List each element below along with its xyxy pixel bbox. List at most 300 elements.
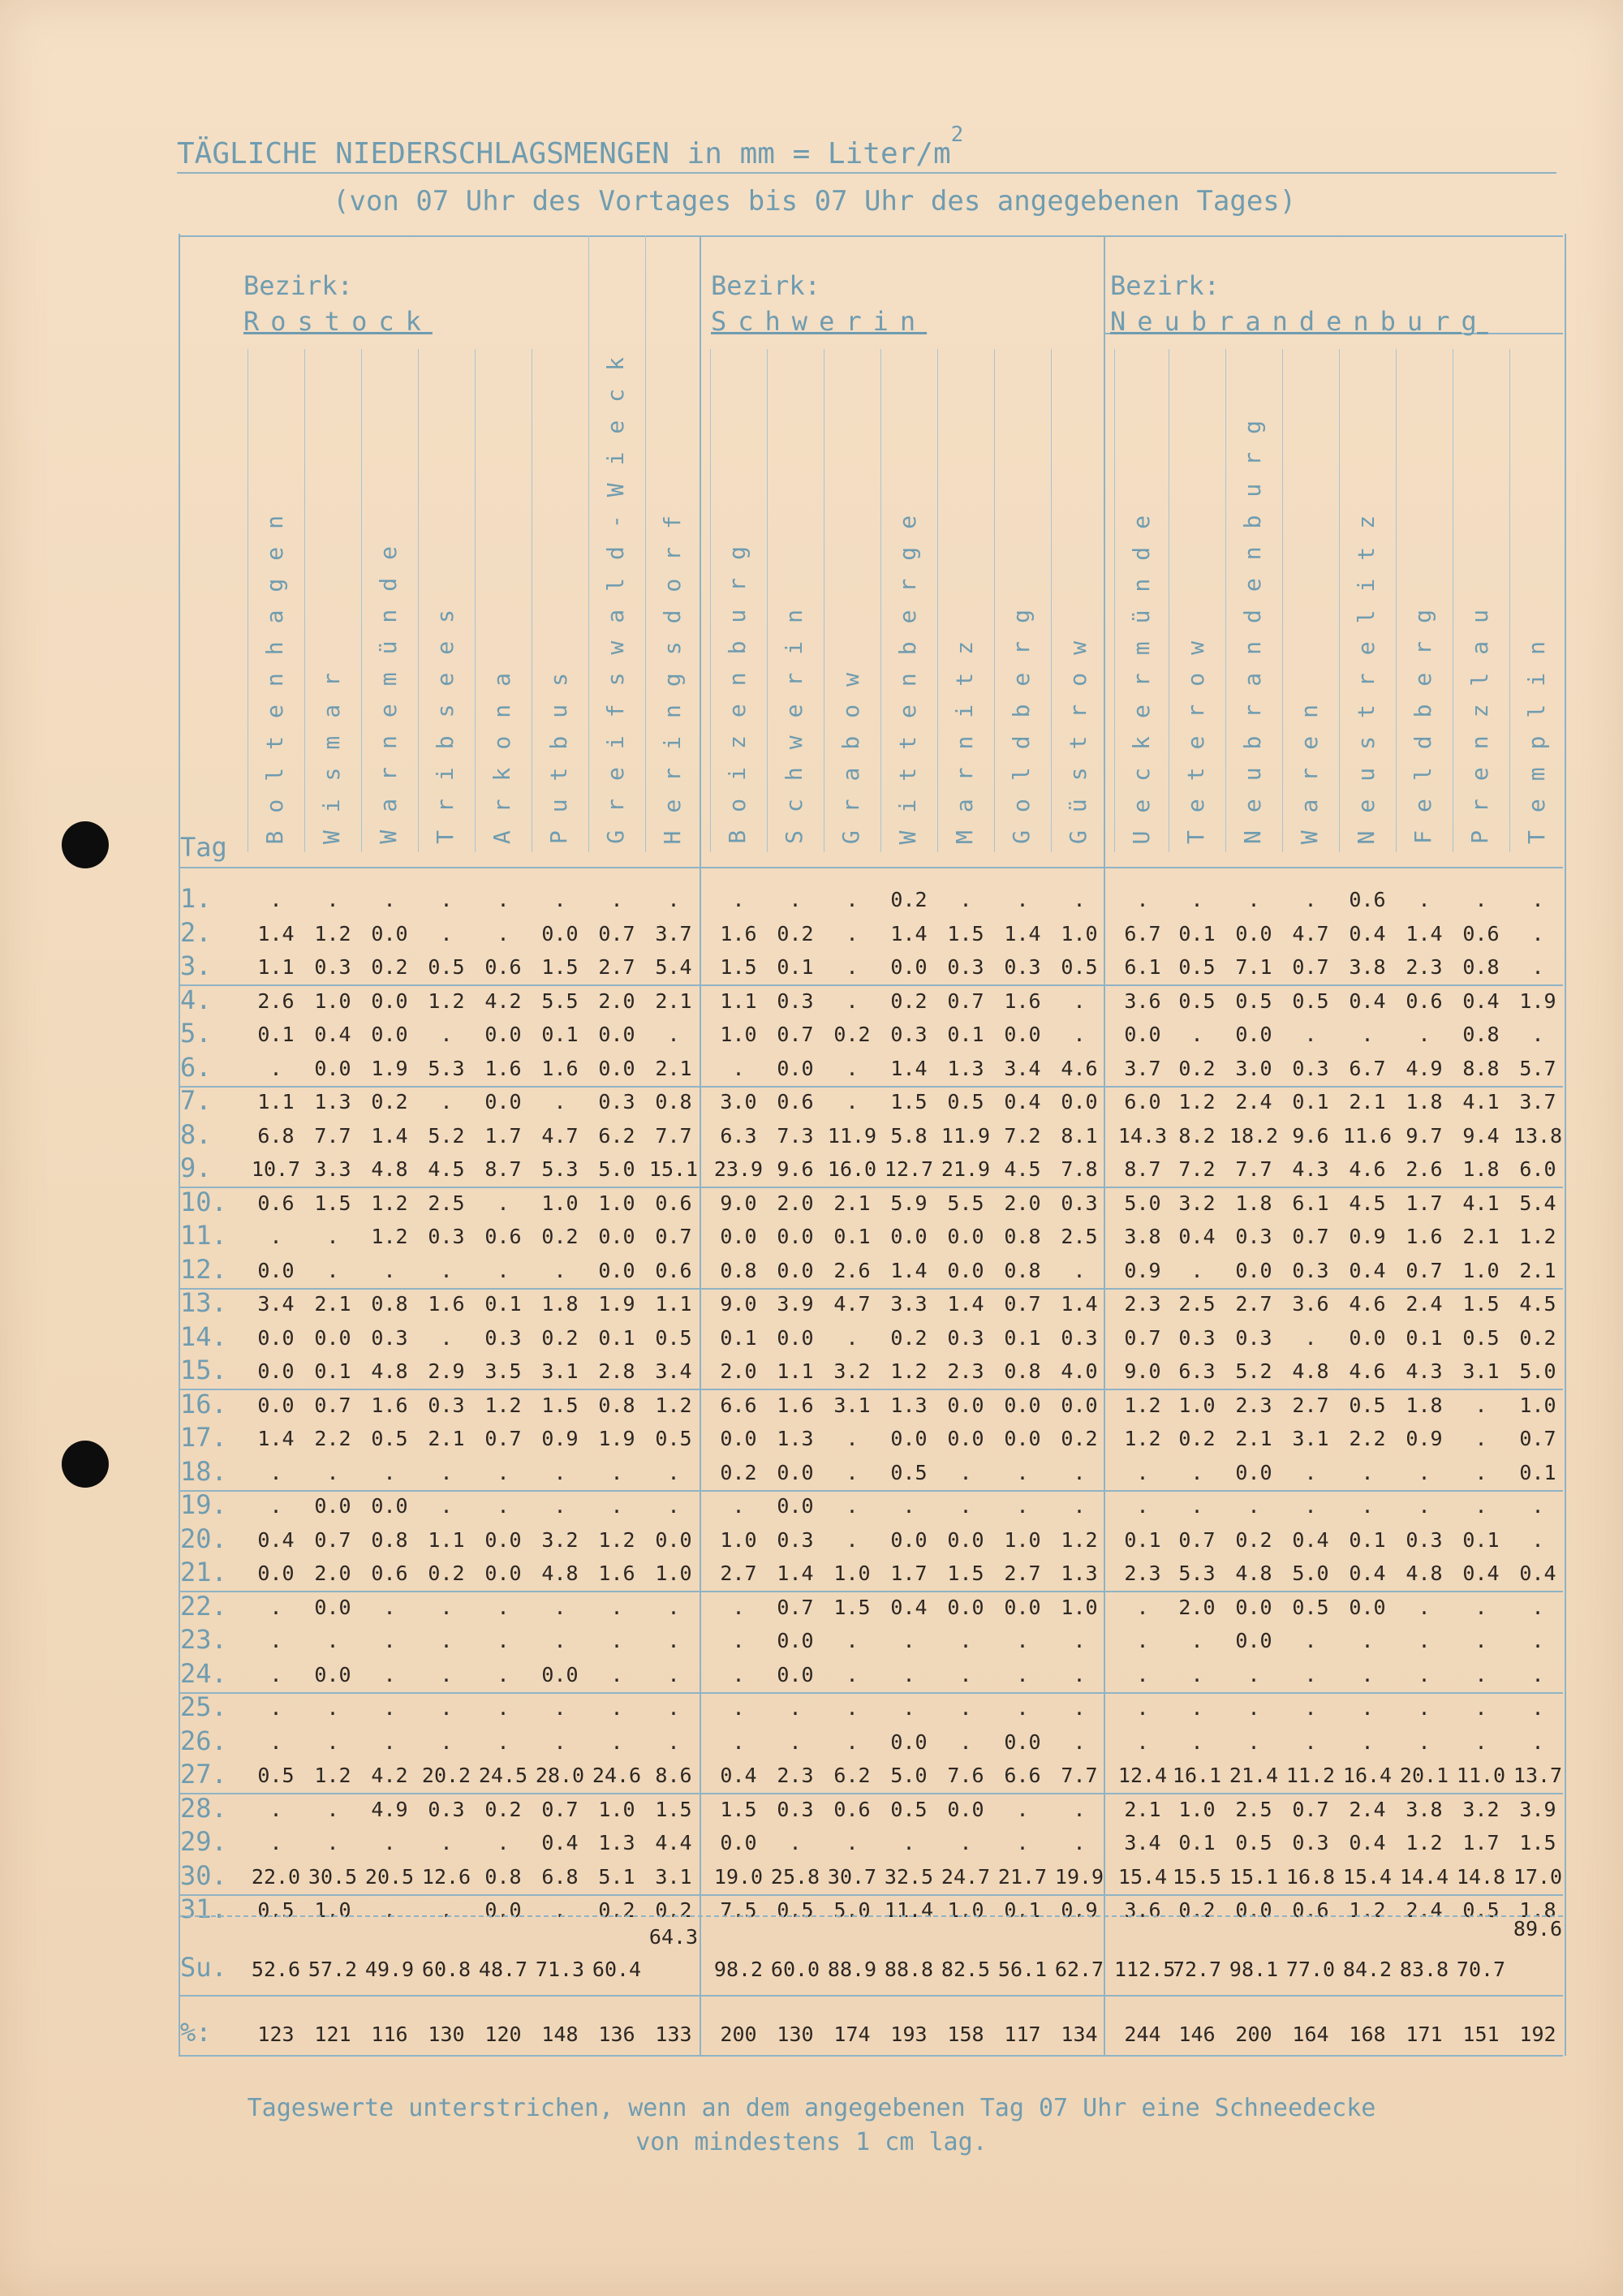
data-cell: .	[1016, 1797, 1029, 1821]
data-cell: 16.0	[827, 1157, 877, 1181]
percent-cell: 244	[1124, 2022, 1161, 2046]
data-cell: .	[846, 1730, 859, 1754]
data-cell: 8.1	[1061, 1123, 1098, 1148]
data-cell: 0.4	[1519, 1562, 1556, 1585]
station-heringsdorf: Heringsdorf	[659, 497, 686, 844]
data-cell: 2.4	[1406, 1292, 1443, 1316]
data-cell: .	[610, 1460, 623, 1484]
data-cell: 0.1	[720, 1325, 757, 1350]
data-cell: 1.1	[655, 1292, 692, 1316]
data-cell: 0.0	[777, 1629, 814, 1652]
station-grabow: Grabow	[837, 654, 864, 844]
data-cell: 0.6	[777, 1090, 814, 1114]
data-cell: 0.5	[890, 1797, 928, 1821]
data-cell: 21.4	[1229, 1764, 1279, 1787]
data-cell: 0.4	[1349, 1562, 1386, 1585]
data-cell: 6.3	[1178, 1359, 1216, 1383]
data-cell: 0.1	[1349, 1527, 1386, 1552]
data-cell: 0.4	[1292, 1527, 1329, 1552]
data-cell: 0.0	[484, 1898, 522, 1922]
data-cell: .	[269, 1662, 282, 1686]
data-cell: 2.1	[1124, 1797, 1161, 1821]
data-cell: .	[732, 1595, 745, 1619]
data-cell: .	[269, 1494, 282, 1518]
table-bottom-line	[179, 2055, 1563, 2057]
column-divider	[475, 349, 476, 852]
data-cell: 7.3	[777, 1123, 814, 1148]
data-cell: 8.7	[484, 1157, 522, 1181]
data-cell: .	[1531, 1023, 1544, 1046]
data-cell: .	[269, 1460, 282, 1484]
data-cell: 16.8	[1285, 1864, 1336, 1889]
data-cell: .	[497, 888, 510, 911]
data-cell: 1.0	[598, 1797, 635, 1821]
data-cell: 0.8	[1004, 1225, 1041, 1248]
sum-cell: 60.4	[592, 1958, 642, 1981]
data-cell: .	[1531, 921, 1544, 946]
data-cell: 0.0	[947, 1258, 984, 1282]
data-cell: .	[1016, 1696, 1029, 1720]
data-cell: 4.6	[1349, 1359, 1386, 1383]
data-cell: .	[497, 1191, 510, 1215]
data-cell: 0.0	[1124, 1023, 1161, 1046]
data-cell: .	[1073, 989, 1086, 1013]
data-cell: 3.8	[1124, 1225, 1161, 1248]
data-cell: 0.5	[1235, 1831, 1272, 1854]
data-cell: 5.3	[428, 1056, 465, 1080]
percent-cell: 130	[428, 2022, 465, 2046]
district-header-neubrandenburg	[1110, 268, 1488, 339]
data-cell: 1.2	[484, 1393, 522, 1417]
data-cell: .	[1531, 1730, 1544, 1754]
data-cell: .	[440, 1831, 453, 1854]
data-cell: 0.7	[1519, 1427, 1556, 1450]
data-cell: 14.4	[1399, 1864, 1449, 1889]
data-cell: 0.2	[541, 1325, 579, 1350]
column-divider	[767, 349, 768, 852]
data-cell: 0.1	[777, 955, 814, 979]
data-cell: .	[383, 1730, 396, 1754]
data-cell: 0.0	[890, 1225, 928, 1248]
data-cell: 0.0	[484, 1090, 522, 1114]
data-cell: 3.1	[1292, 1427, 1329, 1450]
data-cell: .	[902, 1629, 915, 1652]
data-cell: 1.0	[598, 1191, 635, 1215]
data-cell: 0.8	[720, 1258, 757, 1282]
data-cell: 0.2	[484, 1797, 522, 1821]
data-cell: 5.4	[655, 955, 692, 979]
data-cell: 15.4	[1117, 1864, 1168, 1889]
data-cell: 0.0	[947, 1797, 984, 1821]
data-cell: 0.3	[777, 989, 814, 1013]
data-cell: 0.1	[1124, 1527, 1161, 1552]
data-cell: 0.3	[947, 1325, 984, 1350]
day-number: 13.	[180, 1287, 227, 1318]
data-cell: .	[1304, 1662, 1317, 1686]
data-cell: 0.0	[890, 1527, 928, 1552]
data-cell: 1.8	[1519, 1898, 1556, 1922]
data-cell: 0.1	[1178, 921, 1216, 946]
district-label: Bezirk:	[243, 270, 353, 301]
data-cell: 0.1	[314, 1359, 351, 1383]
data-cell: 1.4	[1004, 921, 1041, 946]
district-label: Bezirk:	[1110, 270, 1220, 301]
data-cell: 0.3	[1406, 1527, 1443, 1552]
data-cell: 0.3	[1292, 1056, 1329, 1080]
data-cell: 0.1	[833, 1225, 871, 1248]
data-cell: 1.5	[655, 1797, 692, 1821]
data-cell: 0.3	[428, 1797, 465, 1821]
data-cell: 0.3	[1061, 1325, 1098, 1350]
data-cell: 0.1	[1292, 1090, 1329, 1114]
percent-cell: 200	[1235, 2022, 1272, 2046]
data-cell: 3.7	[1519, 1090, 1556, 1114]
data-cell: .	[1474, 888, 1487, 911]
data-cell: .	[667, 1696, 680, 1720]
data-cell: 0.0	[720, 1831, 757, 1854]
data-cell: 6.1	[1292, 1191, 1329, 1215]
data-cell: 4.8	[371, 1359, 408, 1383]
data-cell: 3.2	[541, 1527, 579, 1552]
data-cell: 0.1	[1406, 1325, 1443, 1350]
data-cell: 0.0	[655, 1527, 692, 1552]
data-cell: .	[789, 1831, 802, 1854]
data-cell: 0.3	[1061, 1191, 1098, 1215]
data-cell: 0.5	[947, 1090, 984, 1114]
data-cell: 1.3	[598, 1831, 635, 1854]
data-cell: .	[553, 1629, 566, 1652]
data-cell: .	[846, 1629, 859, 1652]
data-cell: .	[1073, 1258, 1086, 1282]
data-cell: .	[497, 1696, 510, 1720]
data-cell: .	[610, 1595, 623, 1619]
data-cell: 0.0	[314, 1662, 351, 1686]
data-cell: 1.0	[655, 1562, 692, 1585]
data-cell: 1.2	[1178, 1090, 1216, 1114]
data-cell: 0.0	[777, 1460, 814, 1484]
percent-label: %:	[180, 2017, 212, 2048]
data-cell: 9.0	[1124, 1359, 1161, 1383]
data-cell: 1.6	[428, 1292, 465, 1316]
data-cell: 1.7	[890, 1562, 928, 1585]
data-cell: 7.7	[1061, 1764, 1098, 1787]
sum-cell: 49.9	[364, 1958, 415, 1981]
station-g-strow: Güstrow	[1065, 622, 1091, 844]
data-cell: 0.8	[1462, 1023, 1500, 1046]
data-cell: .	[1136, 1629, 1149, 1652]
data-cell: 1.6	[541, 1056, 579, 1080]
sum-label: Su.	[180, 1952, 227, 1983]
data-cell: 0.1	[1462, 1527, 1500, 1552]
data-cell: 6.0	[1519, 1157, 1556, 1181]
data-cell: 0.6	[833, 1797, 871, 1821]
data-cell: 0.8	[1004, 1258, 1041, 1282]
station-tribsees: Tribsees	[432, 592, 458, 844]
data-cell: .	[383, 1460, 396, 1484]
data-cell: 0.2	[428, 1562, 465, 1585]
row-group-line	[179, 1288, 1563, 1290]
data-cell: 3.4	[1124, 1831, 1161, 1854]
data-cell: 1.8	[541, 1292, 579, 1316]
data-cell: 0.5	[1235, 989, 1272, 1013]
data-cell: 9.0	[720, 1191, 757, 1215]
day-number: 21.	[180, 1557, 227, 1587]
data-cell: .	[1073, 1797, 1086, 1821]
data-cell: 0.2	[1178, 1427, 1216, 1450]
data-cell: .	[959, 1696, 972, 1720]
data-cell: 0.0	[1235, 1023, 1272, 1046]
data-cell: 3.1	[833, 1393, 871, 1417]
data-cell: 19.0	[713, 1864, 764, 1889]
data-cell: .	[1016, 888, 1029, 911]
data-cell: 1.5	[720, 1797, 757, 1821]
data-cell: 3.6	[1124, 989, 1161, 1013]
data-cell: 0.2	[598, 1898, 635, 1922]
data-cell: 0.4	[1349, 989, 1386, 1013]
data-cell: 0.2	[1061, 1427, 1098, 1450]
data-cell: 0.3	[777, 1797, 814, 1821]
data-cell: 1.2	[314, 921, 351, 946]
data-cell: 0.0	[1004, 1427, 1041, 1450]
data-cell: 0.3	[1004, 955, 1041, 979]
data-cell: 0.5	[1462, 1325, 1500, 1350]
data-cell: .	[1073, 1696, 1086, 1720]
day-number: 19.	[180, 1489, 227, 1520]
data-cell: 1.4	[371, 1123, 408, 1148]
row-group-line	[179, 1086, 1563, 1088]
data-cell: .	[1474, 1460, 1487, 1484]
data-cell: 0.1	[947, 1023, 984, 1046]
data-cell: .	[1190, 1629, 1203, 1652]
data-cell: 2.3	[1406, 955, 1443, 979]
station-schwerin: Schwerin	[781, 592, 807, 844]
station-ueckerm-nde: Ueckermünde	[1128, 497, 1155, 844]
percent-cell: 136	[598, 2022, 635, 2046]
footnote-line-2: von mindestens 1 cm lag.	[635, 2128, 988, 2156]
data-cell: .	[269, 1629, 282, 1652]
data-cell: 0.8	[655, 1090, 692, 1114]
data-cell: 1.7	[484, 1123, 522, 1148]
data-cell: 1.3	[947, 1056, 984, 1080]
page-subtitle: (von 07 Uhr des Vortages bis 07 Uhr des angegebenen Tages)	[333, 185, 1297, 218]
station-greifswald-wieck: Greifswald-Wieck	[602, 339, 629, 844]
data-cell: 0.4	[720, 1764, 757, 1787]
page-title: TÄGLICHE NIEDERSCHLAGSMENGEN in mm = Liter/$m^2$	[177, 134, 1556, 174]
data-cell: .	[440, 1629, 453, 1652]
data-cell: 0.8	[484, 1864, 522, 1889]
data-cell: 0.1	[1519, 1460, 1556, 1484]
percent-cell: 200	[720, 2022, 757, 2046]
data-cell: 1.2	[1124, 1393, 1161, 1417]
percent-cell: 158	[947, 2022, 984, 2046]
data-cell: .	[553, 1730, 566, 1754]
data-cell: 3.4	[655, 1359, 692, 1383]
data-cell: 0.7	[947, 989, 984, 1013]
data-cell: 0.8	[1004, 1359, 1041, 1383]
footnote-line-1: Tageswerte unterstrichen, wenn an dem angegebenen Tag 07 Uhr eine Schneedecke	[247, 2094, 1376, 2122]
data-cell: .	[667, 1629, 680, 1652]
data-cell: 1.6	[777, 1393, 814, 1417]
data-cell: 9.6	[777, 1157, 814, 1181]
data-cell: 0.9	[1349, 1225, 1386, 1248]
data-cell: 4.6	[1349, 1292, 1386, 1316]
row-group-line	[179, 1389, 1563, 1390]
day-number: 25.	[180, 1691, 227, 1722]
data-cell: 1.3	[890, 1393, 928, 1417]
data-cell: 1.6	[1406, 1225, 1443, 1248]
data-cell: 4.7	[833, 1292, 871, 1316]
data-cell: 5.3	[1178, 1562, 1216, 1585]
data-cell: 0.0	[777, 1662, 814, 1686]
data-cell: .	[269, 1730, 282, 1754]
data-cell: 1.2	[1519, 1225, 1556, 1248]
data-cell: 1.5	[833, 1595, 871, 1619]
data-cell: 3.3	[314, 1157, 351, 1181]
data-cell: .	[1136, 1494, 1149, 1518]
data-cell: .	[326, 1258, 339, 1282]
data-cell: .	[667, 1730, 680, 1754]
data-cell: 0.4	[1462, 989, 1500, 1013]
day-number: 20.	[180, 1523, 227, 1554]
data-cell: 1.4	[890, 921, 928, 946]
data-cell: .	[667, 1023, 680, 1046]
data-cell: 1.0	[1178, 1797, 1216, 1821]
data-cell: 3.5	[484, 1359, 522, 1383]
station-boizenburg: Boizenburg	[724, 528, 751, 844]
data-cell: 1.2	[1406, 1831, 1443, 1854]
percent-cell: 134	[1061, 2022, 1098, 2046]
data-cell: 0.0	[1004, 1595, 1041, 1619]
data-cell: .	[846, 1831, 859, 1854]
data-cell: .	[667, 1494, 680, 1518]
data-cell: 0.0	[371, 1023, 408, 1046]
data-cell: 30.5	[308, 1864, 358, 1889]
data-cell: 0.0	[1061, 1393, 1098, 1417]
data-cell: .	[1016, 1662, 1029, 1686]
station-wismar: Wismar	[318, 654, 345, 844]
data-cell: 1.1	[720, 989, 757, 1013]
data-cell: 0.2	[1178, 1056, 1216, 1080]
data-cell: .	[789, 1730, 802, 1754]
data-cell: 4.2	[371, 1764, 408, 1787]
data-cell: 12.6	[421, 1864, 471, 1889]
data-cell: .	[383, 1831, 396, 1854]
data-cell: .	[1136, 1460, 1149, 1484]
data-cell: 0.3	[314, 955, 351, 979]
data-cell: 0.0	[1235, 1629, 1272, 1652]
data-cell: .	[1304, 1629, 1317, 1652]
data-cell: .	[959, 1662, 972, 1686]
data-cell: .	[1361, 1730, 1374, 1754]
data-cell: 9.6	[1292, 1123, 1329, 1148]
column-divider	[1509, 349, 1510, 852]
data-cell: 6.7	[1349, 1056, 1386, 1080]
data-cell: .	[846, 1527, 859, 1552]
data-cell: 2.7	[720, 1562, 757, 1585]
data-cell: 0.0	[541, 1662, 579, 1686]
day-number: 2.	[180, 916, 212, 948]
row-group-line	[179, 1187, 1563, 1188]
data-cell: .	[667, 888, 680, 911]
data-cell: .	[846, 1696, 859, 1720]
data-cell: 0.1	[484, 1292, 522, 1316]
data-cell: 3.2	[1178, 1191, 1216, 1215]
data-cell: .	[789, 888, 802, 911]
data-cell: 1.5	[1462, 1292, 1500, 1316]
data-cell: 2.1	[314, 1292, 351, 1316]
data-cell: 0.0	[598, 1225, 635, 1248]
data-cell: 5.0	[890, 1764, 928, 1787]
data-cell: .	[902, 1696, 915, 1720]
data-cell: 2.5	[1061, 1225, 1098, 1248]
data-cell: 0.0	[947, 1225, 984, 1248]
data-cell: 1.4	[947, 1292, 984, 1316]
data-cell: 0.0	[371, 989, 408, 1013]
data-cell: 17.0	[1513, 1864, 1563, 1889]
data-cell: 0.8	[1462, 955, 1500, 979]
data-cell: 2.7	[1235, 1292, 1272, 1316]
data-cell: 19.9	[1054, 1864, 1104, 1889]
data-cell: 0.0	[777, 1325, 814, 1350]
day-number: 14.	[180, 1320, 227, 1352]
data-cell: .	[732, 1494, 745, 1518]
data-cell: 1.9	[371, 1056, 408, 1080]
data-cell: 4.7	[1292, 921, 1329, 946]
data-cell: 5.2	[1235, 1359, 1272, 1383]
data-cell: .	[497, 1258, 510, 1282]
data-cell: 0.6	[655, 1258, 692, 1282]
data-cell: 13.7	[1513, 1764, 1563, 1787]
data-cell: .	[846, 1056, 859, 1080]
data-cell: .	[1073, 1662, 1086, 1686]
data-cell: .	[846, 989, 859, 1013]
data-cell: 0.0	[257, 1258, 295, 1282]
data-cell: 3.0	[1235, 1056, 1272, 1080]
data-cell: 0.7	[655, 1225, 692, 1248]
data-cell: 0.4	[1349, 1831, 1386, 1854]
data-cell: 0.0	[598, 1258, 635, 1282]
data-cell: .	[1247, 1730, 1260, 1754]
data-cell: 0.6	[1292, 1898, 1329, 1922]
row-group-line	[179, 1793, 1563, 1794]
data-cell: .	[902, 1662, 915, 1686]
data-cell: 1.8	[1406, 1393, 1443, 1417]
data-cell: .	[1361, 1460, 1374, 1484]
data-cell: 0.5	[1462, 1898, 1500, 1922]
data-cell: 0.0	[1235, 921, 1272, 946]
data-cell: .	[269, 1056, 282, 1080]
data-cell: 1.6	[371, 1393, 408, 1417]
data-cell: .	[610, 1730, 623, 1754]
data-cell: 8.6	[655, 1764, 692, 1787]
day-number: 11.	[180, 1220, 227, 1251]
data-cell: .	[1073, 1730, 1086, 1754]
data-cell: 1.2	[655, 1393, 692, 1417]
data-cell: .	[1016, 1629, 1029, 1652]
data-cell: 2.2	[314, 1427, 351, 1450]
data-cell: 3.9	[1519, 1797, 1556, 1821]
data-cell: .	[497, 1730, 510, 1754]
data-cell: .	[1531, 1696, 1544, 1720]
row-group-line	[179, 984, 1563, 986]
station-goldberg: Goldberg	[1008, 592, 1035, 844]
data-cell: 0.3	[428, 1393, 465, 1417]
percent-cell: 168	[1349, 2022, 1386, 2046]
data-cell: .	[1531, 1629, 1544, 1652]
data-cell: 6.7	[1124, 921, 1161, 946]
data-cell: 0.3	[1178, 1325, 1216, 1350]
data-cell: .	[1418, 1730, 1431, 1754]
